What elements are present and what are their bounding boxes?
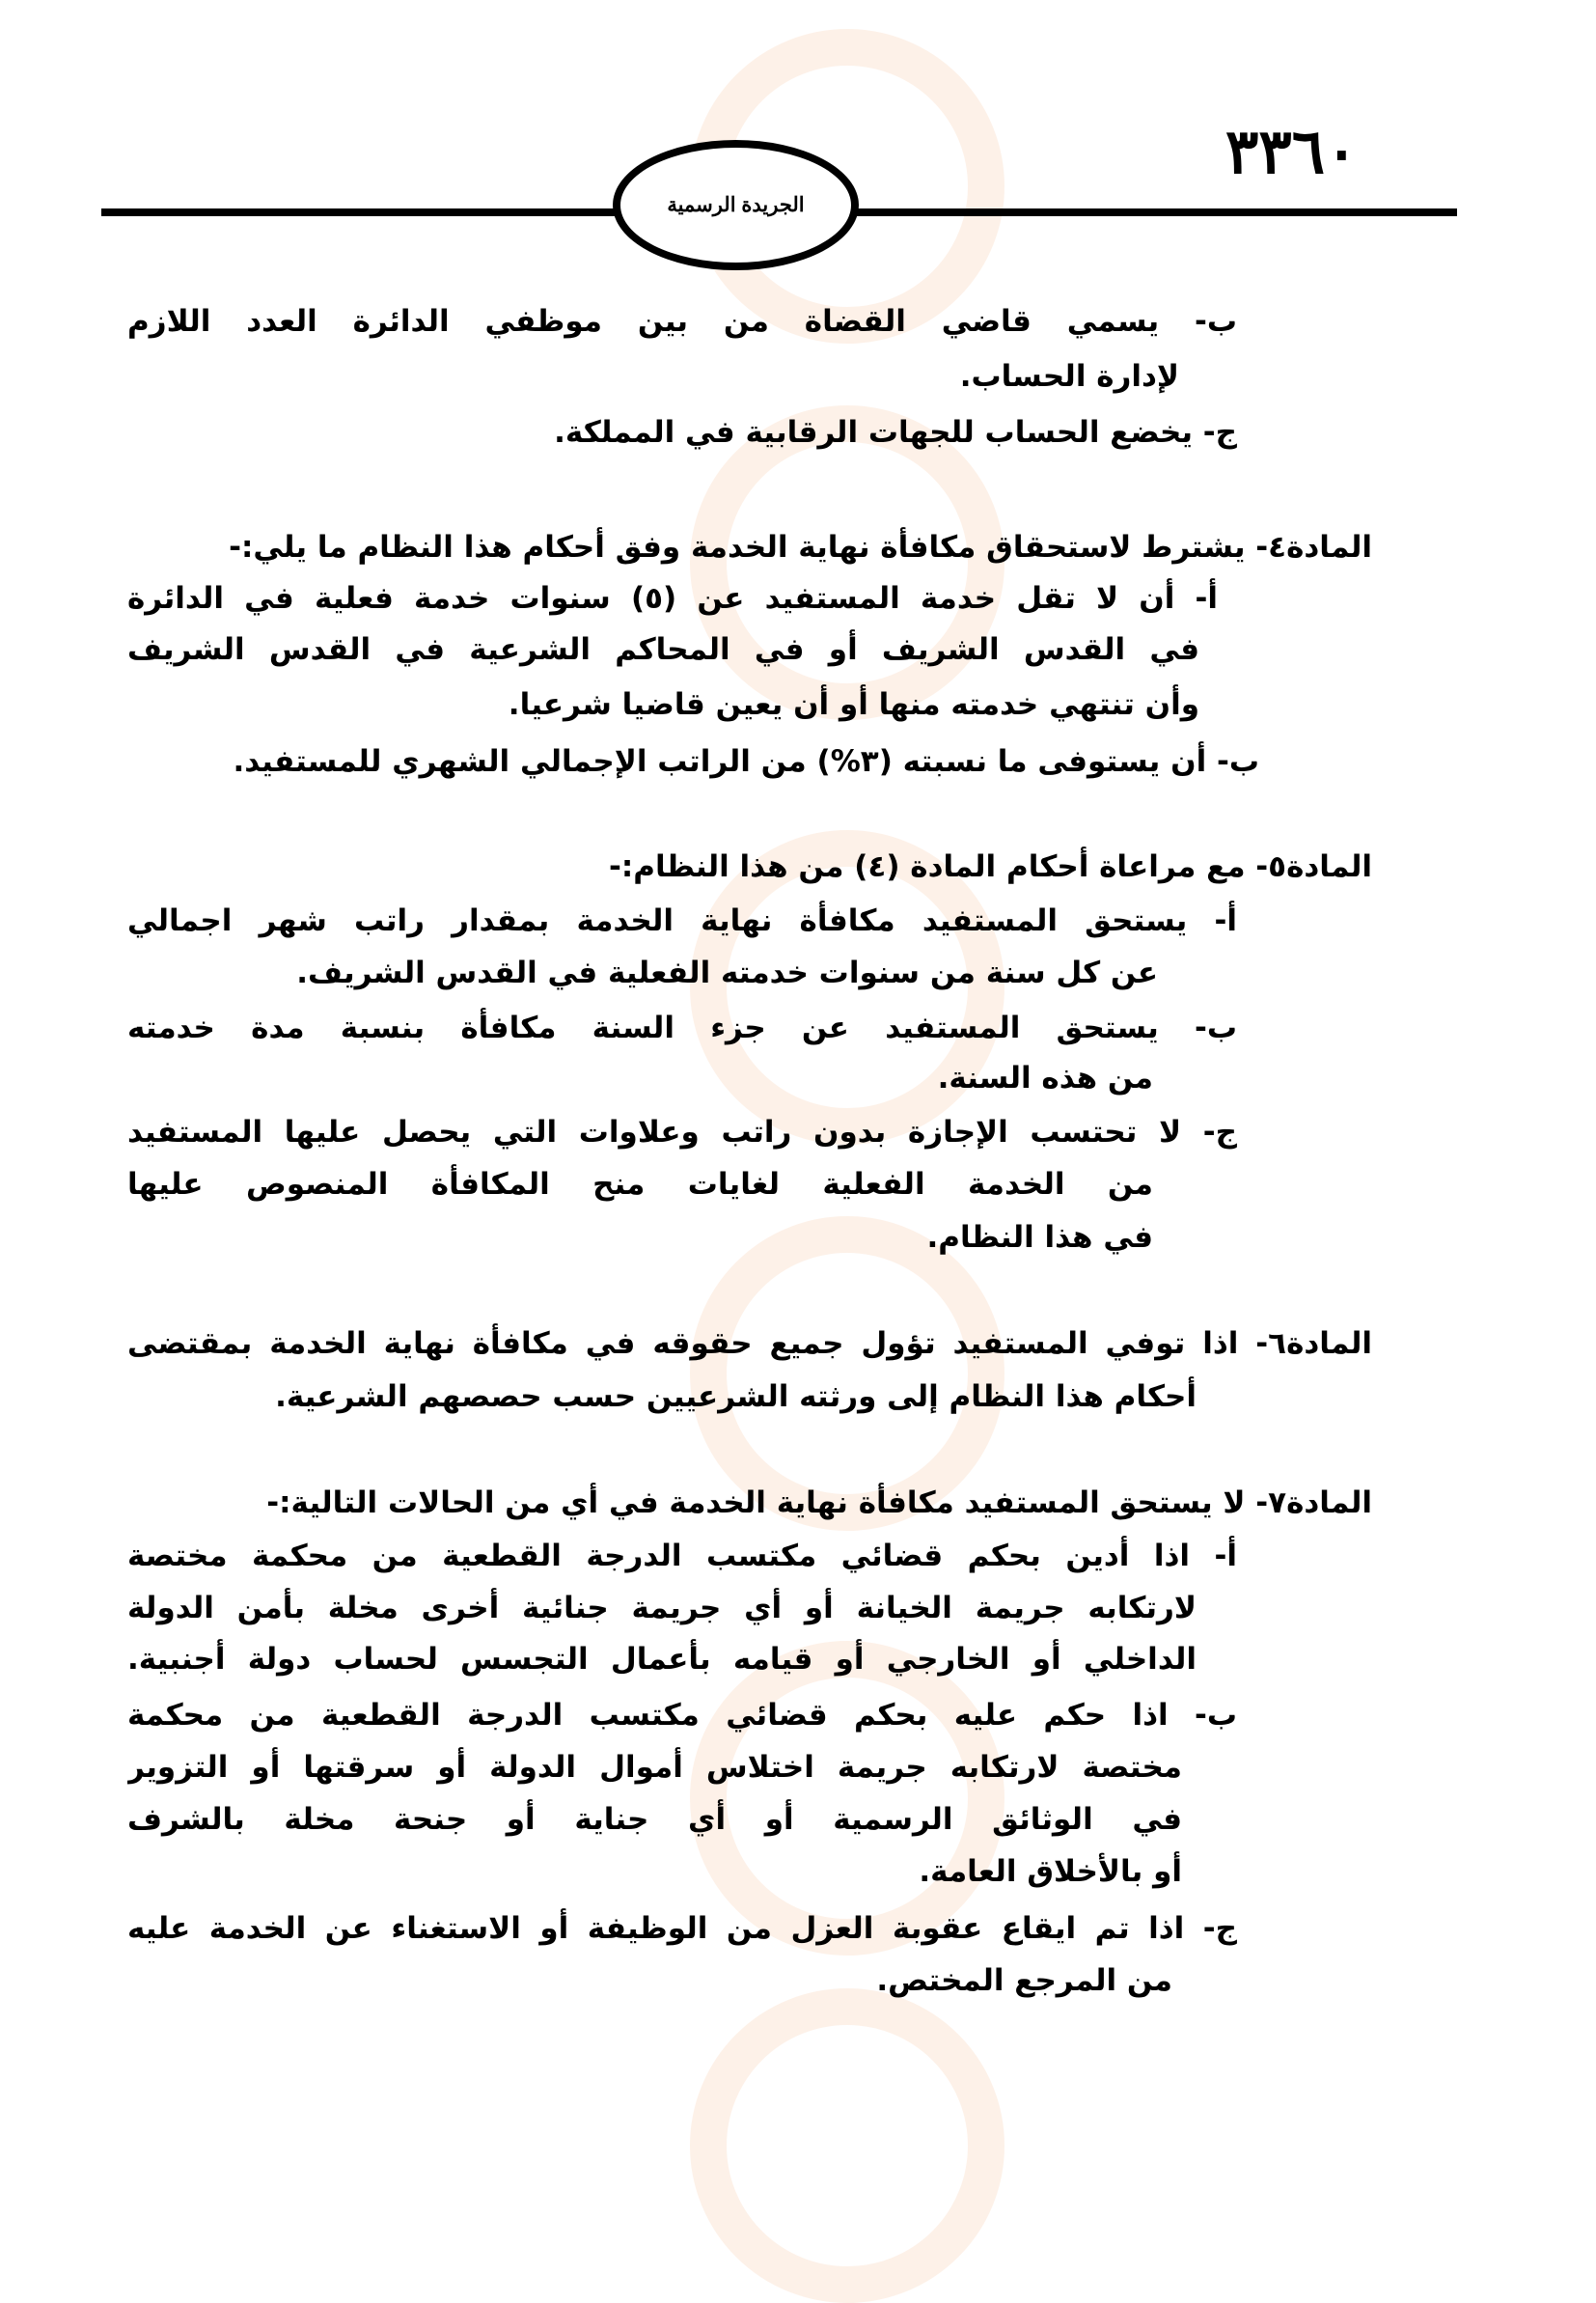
- article-7-b-cont-line: في الوثائق الرسمية أو أي جناية أو جنحة مخلة بالشرف: [127, 1802, 1182, 1837]
- article-4-b-line: ب- أن يستوفى ما نسبته (٣%) من الراتب الإجمالي الشهري للمستفيد.: [233, 744, 1259, 779]
- gazette-title-oval: [613, 140, 859, 270]
- article-5-b-line: ب- يستحق المستفيد عن جزء السنة مكافأة بنسبة مدة خدمته: [127, 1011, 1237, 1045]
- article-5-c-line: ج- لا تحتسب الإجازة بدون راتب وعلاوات التي يحصل عليها المستفيد: [127, 1115, 1237, 1150]
- article-7-c-cont-line: من المرجع المختص.: [876, 1963, 1172, 1998]
- article-5-b-cont-line: من هذه السنة.: [937, 1061, 1153, 1096]
- article-6-line: المادة٦- اذا توفي المستفيد تؤول جميع حقوقه في مكافأة نهاية الخدمة بمقتضى: [127, 1326, 1372, 1361]
- article-7-c-line: ج- اذا تم ايقاع عقوبة العزل من الوظيفة أو الاستغناء عن الخدمة عليه: [127, 1911, 1237, 1946]
- article-6-cont-line: أحكام هذا النظام إلى ورثته الشرعيين حسب حصصهم الشرعية.: [275, 1379, 1197, 1414]
- article-7-a-cont-line: لارتكابه جريمة الخيانة أو أي جريمة جنائية أخرى مخلة بأمن الدولة: [127, 1591, 1197, 1625]
- article-7-b-cont-line: أو بالأخلاق العامة.: [919, 1854, 1182, 1889]
- article-7-a-cont-line: الداخلي أو الخارجي أو قيامه بأعمال التجسس لحساب دولة أجنبية.: [127, 1642, 1197, 1677]
- article-4-a-line: أ- أن لا تقل خدمة المستفيد عن (٥) سنوات خدمة فعلية في الدائرة: [127, 581, 1218, 616]
- watermark-clock-icon: [690, 1988, 1004, 2303]
- clause-b-line: ب- يسمي قاضي القضاة من بين موظفي الدائرة العدد اللازم: [127, 304, 1237, 339]
- article-7-a-line: أ- اذا أدين بحكم قضائي مكتسب الدرجة القطعية من محكمة مختصة: [127, 1539, 1237, 1573]
- article-4-a-cont-line: في القدس الشريف أو في المحاكم الشرعية في القدس الشريف: [127, 632, 1199, 667]
- article-5-heading-line: المادة٥- مع مراعاة أحكام المادة (٤) من هذا النظام:-: [609, 849, 1372, 884]
- gazette-title: الجريدة الرسمية: [667, 194, 805, 216]
- article-4-a-cont-line: وأن تنتهي خدمته منها أو أن يعين قاضيا شرعيا.: [508, 687, 1199, 722]
- article-5-a-cont-line: عن كل سنة من سنوات خدمته الفعلية في القدس الشريف.: [296, 956, 1158, 990]
- article-5-c-cont-line: من الخدمة الفعلية لغايات منح المكافأة المنصوص عليها: [127, 1167, 1153, 1202]
- page-number: ٣٣٦٠: [1225, 117, 1359, 186]
- article-7-heading-line: المادة٧- لا يستحق المستفيد مكافأة نهاية الخدمة في أي من الحالات التالية:-: [266, 1485, 1372, 1520]
- article-5-c-cont-line: في هذا النظام.: [926, 1220, 1153, 1255]
- clause-b-cont-line: لإدارة الحساب.: [959, 359, 1179, 394]
- article-5-a-line: أ- يستحق المستفيد مكافأة نهاية الخدمة بمقدار راتب شهر اجمالي: [127, 903, 1237, 938]
- article-7-b-cont-line: مختصة لارتكابه جريمة اختلاس أموال الدولة أو سرقتها أو التزوير: [127, 1750, 1182, 1785]
- article-4-heading-line: المادة٤- يشترط لاستحقاق مكافأة نهاية الخدمة وفق أحكام هذا النظام ما يلي:-: [229, 530, 1372, 565]
- clause-c-line: ج- يخضع الحساب للجهات الرقابية في المملكة.: [554, 415, 1237, 450]
- article-7-b-line: ب- اذا حكم عليه بحكم قضائي مكتسب الدرجة القطعية من محكمة: [127, 1698, 1237, 1733]
